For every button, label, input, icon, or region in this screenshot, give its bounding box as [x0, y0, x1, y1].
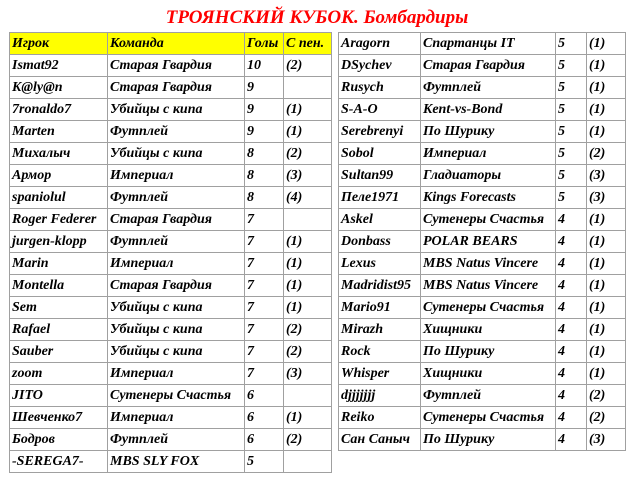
team-cell: Старая Гвардия: [421, 55, 556, 77]
table-row: [339, 121, 626, 143]
penalties-cell: [284, 451, 332, 473]
goals-cell: 4: [556, 209, 587, 231]
player-cell: Армор: [10, 165, 108, 187]
table-row: [10, 121, 332, 143]
player-cell: jurgen-klopp: [10, 231, 108, 253]
header-penalties: С пен.: [284, 33, 332, 55]
penalties-cell: (1): [284, 231, 332, 253]
team-cell: MBS SLY FOX: [108, 451, 245, 473]
team-cell: Футплей: [108, 231, 245, 253]
goals-cell: 4: [556, 231, 587, 253]
goals-cell: 5: [556, 77, 587, 99]
player-cell: Reiko: [339, 407, 421, 429]
player-cell: Шевченко7: [10, 407, 108, 429]
team-cell: Спартанцы IT: [421, 33, 556, 55]
player-cell: Sultan99: [339, 165, 421, 187]
table-row: [10, 187, 332, 209]
player-cell: Sem: [10, 297, 108, 319]
goals-cell: 7: [245, 341, 284, 363]
goals-cell: 4: [556, 253, 587, 275]
team-cell: POLAR BEARS: [421, 231, 556, 253]
table-row: [339, 429, 626, 451]
penalties-cell: [284, 209, 332, 231]
penalties-cell: (1): [587, 275, 626, 297]
goals-cell: 5: [556, 187, 587, 209]
penalties-cell: (1): [284, 99, 332, 121]
penalties-cell: (1): [587, 209, 626, 231]
goals-cell: 6: [245, 385, 284, 407]
table-row: [339, 385, 626, 407]
team-cell: По Шурику: [421, 121, 556, 143]
table-row: [10, 341, 332, 363]
table-row: [10, 55, 332, 77]
goals-cell: 6: [245, 429, 284, 451]
team-cell: По Шурику: [421, 429, 556, 451]
team-cell: Сутенеры Счастья: [421, 407, 556, 429]
team-cell: Убийцы с кипа: [108, 99, 245, 121]
penalties-cell: (1): [284, 407, 332, 429]
header-team: Команда: [108, 33, 245, 55]
goals-cell: 10: [245, 55, 284, 77]
goals-cell: 7: [245, 363, 284, 385]
team-cell: Империал: [108, 165, 245, 187]
table-row: [10, 297, 332, 319]
penalties-cell: (1): [587, 33, 626, 55]
player-cell: Ismat92: [10, 55, 108, 77]
team-cell: Старая Гвардия: [108, 77, 245, 99]
page-title: ТРОЯНСКИЙ КУБОК. Бомбардиры: [165, 7, 469, 28]
table-row: [10, 319, 332, 341]
team-cell: Старая Гвардия: [108, 55, 245, 77]
table-row: [10, 231, 332, 253]
player-cell: Serebrenyi: [339, 121, 421, 143]
penalties-cell: (1): [587, 99, 626, 121]
goals-cell: 5: [556, 121, 587, 143]
player-cell: K@ly@n: [10, 77, 108, 99]
table-row: [339, 187, 626, 209]
table-row: [339, 77, 626, 99]
player-cell: Whisper: [339, 363, 421, 385]
player-cell: Бодров: [10, 429, 108, 451]
table-row: [339, 143, 626, 165]
penalties-cell: (4): [284, 187, 332, 209]
goals-cell: 8: [245, 143, 284, 165]
table-row: [339, 407, 626, 429]
table-row: [339, 231, 626, 253]
team-cell: Футплей: [108, 429, 245, 451]
table-row: [10, 407, 332, 429]
penalties-cell: (2): [284, 143, 332, 165]
team-cell: Империал: [108, 253, 245, 275]
team-cell: Старая Гвардия: [108, 275, 245, 297]
table-row: [10, 99, 332, 121]
player-cell: S-A-O: [339, 99, 421, 121]
player-cell: Donbass: [339, 231, 421, 253]
team-cell: Сутенеры Счастья: [421, 297, 556, 319]
penalties-cell: (1): [587, 319, 626, 341]
penalties-cell: (3): [587, 187, 626, 209]
table-row: [10, 77, 332, 99]
table-row: [339, 33, 626, 55]
team-cell: Империал: [421, 143, 556, 165]
penalties-cell: (3): [284, 363, 332, 385]
penalties-cell: (1): [284, 253, 332, 275]
goals-cell: 5: [556, 55, 587, 77]
player-cell: Пеле1971: [339, 187, 421, 209]
table-row: [10, 209, 332, 231]
team-cell: По Шурику: [421, 341, 556, 363]
player-cell: Сан Саныч: [339, 429, 421, 451]
player-cell: Marin: [10, 253, 108, 275]
penalties-cell: (1): [587, 363, 626, 385]
goals-cell: 7: [245, 209, 284, 231]
table-row: [10, 253, 332, 275]
penalties-cell: (2): [587, 143, 626, 165]
scorers-table-right-body: [339, 33, 626, 451]
player-cell: Rock: [339, 341, 421, 363]
table-row: [339, 297, 626, 319]
team-cell: Футплей: [421, 77, 556, 99]
penalties-cell: (1): [587, 77, 626, 99]
team-cell: Хищники: [421, 319, 556, 341]
penalties-cell: (1): [284, 275, 332, 297]
team-cell: Убийцы с кипа: [108, 297, 245, 319]
penalties-cell: (2): [284, 341, 332, 363]
goals-cell: 4: [556, 363, 587, 385]
goals-cell: 7: [245, 319, 284, 341]
team-cell: Футплей: [108, 121, 245, 143]
team-cell: Футплей: [421, 385, 556, 407]
header-player: Игрок: [10, 33, 108, 55]
goals-cell: 5: [556, 99, 587, 121]
table-row: [10, 143, 332, 165]
goals-cell: 4: [556, 341, 587, 363]
goals-cell: 9: [245, 77, 284, 99]
penalties-cell: (1): [587, 55, 626, 77]
scorers-table-left: [9, 32, 332, 473]
penalties-cell: (1): [587, 253, 626, 275]
scorers-table-left-body: [10, 33, 332, 473]
goals-cell: 8: [245, 187, 284, 209]
goals-cell: 4: [556, 429, 587, 451]
penalties-cell: (2): [284, 55, 332, 77]
goals-cell: 9: [245, 121, 284, 143]
player-cell: Montella: [10, 275, 108, 297]
penalties-cell: (2): [587, 407, 626, 429]
team-cell: Kings Forecasts: [421, 187, 556, 209]
player-cell: -SEREGA7-: [10, 451, 108, 473]
scorers-table-right: [338, 32, 626, 451]
goals-cell: 7: [245, 297, 284, 319]
player-cell: zoom: [10, 363, 108, 385]
penalties-cell: (1): [587, 341, 626, 363]
penalties-cell: (1): [284, 121, 332, 143]
penalties-cell: [284, 385, 332, 407]
goals-cell: 4: [556, 385, 587, 407]
table-row: [10, 363, 332, 385]
team-cell: Империал: [108, 407, 245, 429]
team-cell: MBS Natus Vincere: [421, 253, 556, 275]
team-cell: MBS Natus Vincere: [421, 275, 556, 297]
goals-cell: 4: [556, 275, 587, 297]
table-row: [339, 341, 626, 363]
table-row: [339, 209, 626, 231]
table-row: [10, 275, 332, 297]
player-cell: Madridist95: [339, 275, 421, 297]
player-cell: JITO: [10, 385, 108, 407]
table-row: [339, 253, 626, 275]
penalties-cell: (1): [587, 231, 626, 253]
goals-cell: 5: [556, 143, 587, 165]
player-cell: Aragorn: [339, 33, 421, 55]
team-cell: Сутенеры Счастья: [421, 209, 556, 231]
player-cell: Sobol: [339, 143, 421, 165]
goals-cell: 9: [245, 99, 284, 121]
table-row: [10, 451, 332, 473]
header-goals: Голы: [245, 33, 284, 55]
penalties-cell: [284, 77, 332, 99]
table-row: [10, 165, 332, 187]
table-row: [10, 429, 332, 451]
team-cell: Убийцы с кипа: [108, 143, 245, 165]
goals-cell: 4: [556, 407, 587, 429]
team-cell: Сутенеры Счастья: [108, 385, 245, 407]
player-cell: djjjjjjj: [339, 385, 421, 407]
team-cell: Убийцы с кипа: [108, 341, 245, 363]
player-cell: 7ronaldo7: [10, 99, 108, 121]
penalties-cell: (3): [587, 429, 626, 451]
penalties-cell: (2): [284, 319, 332, 341]
penalties-cell: (1): [587, 297, 626, 319]
player-cell: Mirazh: [339, 319, 421, 341]
table-row: [339, 363, 626, 385]
player-cell: Mario91: [339, 297, 421, 319]
goals-cell: 7: [245, 231, 284, 253]
player-cell: Askel: [339, 209, 421, 231]
player-cell: Михалыч: [10, 143, 108, 165]
table-row: [10, 385, 332, 407]
penalties-cell: (2): [587, 385, 626, 407]
penalties-cell: (1): [587, 121, 626, 143]
penalties-cell: (3): [587, 165, 626, 187]
table-row: [339, 55, 626, 77]
table-row: [339, 165, 626, 187]
player-cell: Marten: [10, 121, 108, 143]
team-cell: Убийцы с кипа: [108, 319, 245, 341]
team-cell: Империал: [108, 363, 245, 385]
goals-cell: 8: [245, 165, 284, 187]
player-cell: Sauber: [10, 341, 108, 363]
penalties-cell: (3): [284, 165, 332, 187]
table-header-row: [10, 33, 332, 55]
table-row: [339, 319, 626, 341]
penalties-cell: (1): [284, 297, 332, 319]
player-cell: Rusych: [339, 77, 421, 99]
goals-cell: 7: [245, 253, 284, 275]
team-cell: Гладиаторы: [421, 165, 556, 187]
table-row: [339, 275, 626, 297]
goals-cell: 5: [556, 165, 587, 187]
goals-cell: 5: [556, 33, 587, 55]
player-cell: spaniolul: [10, 187, 108, 209]
table-row: [339, 99, 626, 121]
player-cell: Lexus: [339, 253, 421, 275]
player-cell: DSychev: [339, 55, 421, 77]
goals-cell: 7: [245, 275, 284, 297]
goals-cell: 6: [245, 407, 284, 429]
penalties-cell: (2): [284, 429, 332, 451]
player-cell: Rafael: [10, 319, 108, 341]
goals-cell: 4: [556, 297, 587, 319]
player-cell: Roger Federer: [10, 209, 108, 231]
team-cell: Kent-vs-Bond: [421, 99, 556, 121]
goals-cell: 4: [556, 319, 587, 341]
team-cell: Футплей: [108, 187, 245, 209]
team-cell: Старая Гвардия: [108, 209, 245, 231]
team-cell: Хищники: [421, 363, 556, 385]
goals-cell: 5: [245, 451, 284, 473]
